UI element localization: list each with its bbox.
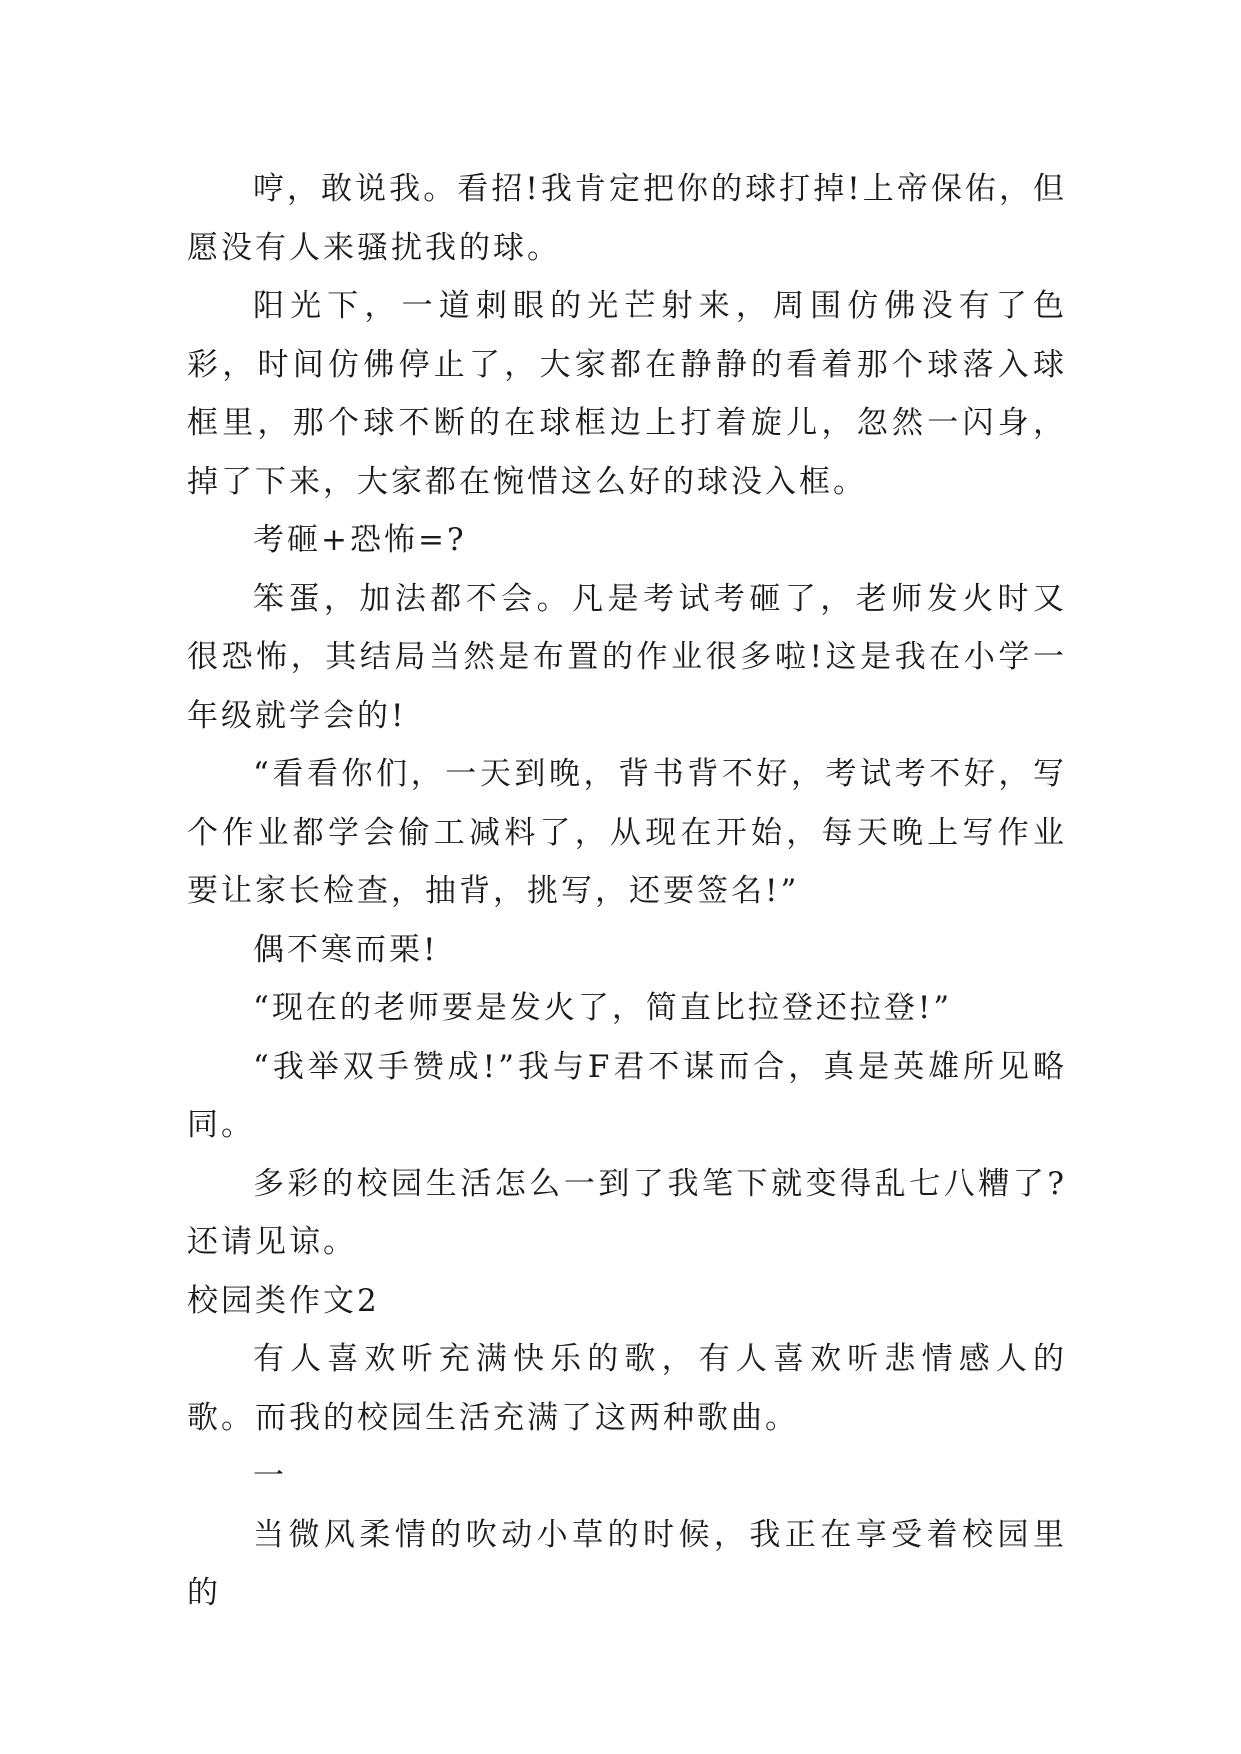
paragraph-9: 多彩的校园生活怎么一到了我笔下就变得乱七八糟了?还请见谅。 [187,1165,1067,1260]
paragraph-10: 有人喜欢听充满快乐的歌，有人喜欢听悲情感人的歌。而我的校园生活充满了这两种歌曲。 [187,1341,1067,1436]
paragraph-8: “我举双手赞成!”我与F君不谋而合，真是英雄所见略同。 [187,1048,1067,1143]
paragraph-7: “现在的老师要是发火了，简直比拉登还拉登!” [253,990,953,1026]
paragraph-12: 当微风柔情的吹动小草的时候，我正在享受着校园里的 [187,1516,1067,1611]
section-heading: 校园类作文2 [187,1282,380,1319]
paragraph-6: 偶不寒而栗! [253,931,439,968]
paragraph-2: 阳光下，一道刺眼的光芒射来，周围仿佛没有了色彩，时间仿佛停止了，大家都在静静的看着那个球落入球框里，那个球不断的在球框边上打着旋儿，忽然一闪身，掉了下来，大家都在惋惜这么好的球没入框。 [187,288,1067,500]
paragraph-3: 考砸+恐怖=? [253,522,467,558]
paragraph-1: 哼，敢说我。看招!我肯定把你的球打掉!上帝保佑，但愿没有人来骚扰我的球。 [187,171,1067,266]
paragraph-4: 笨蛋，加法都不会。凡是考试考砸了，老师发火时又很恐怖，其结局当然是布置的作业很多啦!这是我在小学一年级就学会的! [187,580,1067,734]
paragraph-11: 一 [253,1458,287,1494]
paragraph-5: “看看你们，一天到晚，背书背不好，考试考不好，写个作业都学会偷工减料了，从现在开始，每天晚上写作业要让家长检查，抽背，挑写，还要签名!” [187,756,1067,909]
document-body [187,160,1067,1623]
